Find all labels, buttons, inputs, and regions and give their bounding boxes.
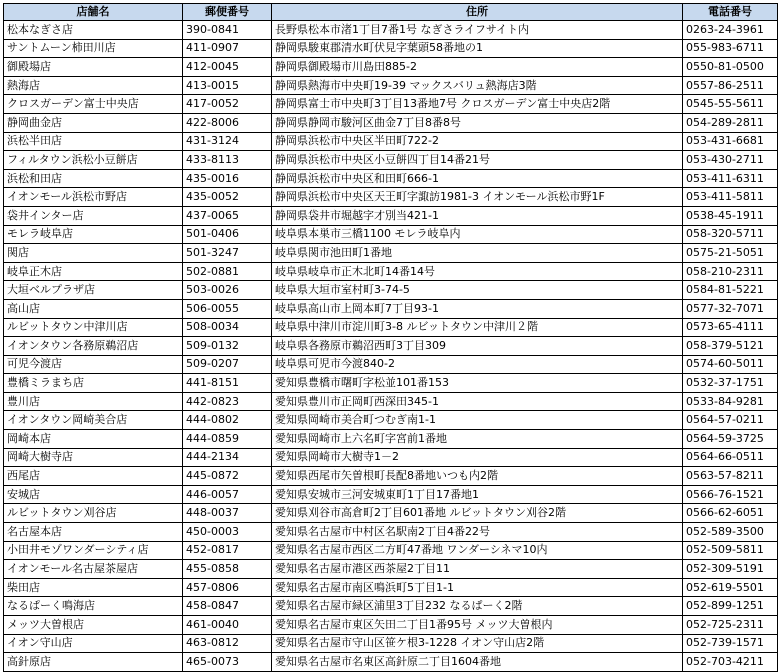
- table-body: [4, 21, 778, 672]
- store-name-cell: 熱海店: [4, 76, 183, 95]
- store-name-cell: 豊川店: [4, 392, 183, 411]
- store-name-cell: イオン守山店: [4, 634, 183, 653]
- postal-code-cell: 444-2134: [183, 448, 272, 467]
- address-cell: 愛知県名古屋市緑区浦里3丁目232 なるぱーく2階: [272, 597, 683, 616]
- store-name-cell: なるぱーく鳴海店: [4, 597, 183, 616]
- address-cell: 愛知県名古屋市守山区笹ケ根3-1228 イオン守山店2階: [272, 634, 683, 653]
- postal-code-cell: 437-0065: [183, 206, 272, 225]
- table-row: [4, 58, 778, 77]
- postal-code-cell: 455-0858: [183, 560, 272, 579]
- phone-cell: 0566-62-6051: [683, 504, 778, 523]
- phone-cell: 0550-81-0500: [683, 58, 778, 77]
- postal-code-cell: 444-0859: [183, 430, 272, 449]
- store-name-cell: 西尾店: [4, 467, 183, 486]
- store-name-cell: 可児今渡店: [4, 355, 183, 374]
- postal-code-cell: 442-0823: [183, 392, 272, 411]
- phone-cell: 052-589-3500: [683, 523, 778, 542]
- phone-cell: 053-431-6681: [683, 132, 778, 151]
- address-cell: 愛知県名古屋市東区矢田二丁目1番95号 メッツ大曽根内: [272, 616, 683, 635]
- phone-cell: 0574-60-5011: [683, 355, 778, 374]
- table-row: [4, 448, 778, 467]
- table-row: [4, 39, 778, 58]
- table-row: [4, 206, 778, 225]
- postal-code-cell: 433-8113: [183, 151, 272, 170]
- phone-cell: 053-411-5811: [683, 188, 778, 207]
- phone-cell: 053-411-6311: [683, 169, 778, 188]
- address-cell: 愛知県豊川市正岡町西深田345-1: [272, 392, 683, 411]
- table-row: [4, 355, 778, 374]
- address-cell: 岐阜県可児市今渡840-2: [272, 355, 683, 374]
- store-name-cell: 岐阜正木店: [4, 262, 183, 281]
- postal-code-cell: 446-0057: [183, 485, 272, 504]
- phone-cell: 0532-37-1751: [683, 374, 778, 393]
- postal-code-cell: 452-0817: [183, 541, 272, 560]
- address-cell: 愛知県岡崎市上六名町字宮前1番地: [272, 430, 683, 449]
- address-cell: 愛知県名古屋市港区西茶屋2丁目11: [272, 560, 683, 579]
- postal-code-cell: 502-0881: [183, 262, 272, 281]
- postal-code-cell: 503-0026: [183, 281, 272, 300]
- phone-cell: 0577-32-7071: [683, 299, 778, 318]
- phone-cell: 058-210-2311: [683, 262, 778, 281]
- phone-cell: 0573-65-4111: [683, 318, 778, 337]
- postal-code-cell: 448-0037: [183, 504, 272, 523]
- table-row: [4, 430, 778, 449]
- phone-cell: 052-703-4211: [683, 653, 778, 672]
- address-cell: 静岡県袋井市堀越字才別当421-1: [272, 206, 683, 225]
- table-row: [4, 76, 778, 95]
- table-row: [4, 188, 778, 207]
- address-cell: 愛知県豊橋市曙町字松並101番153: [272, 374, 683, 393]
- phone-cell: 058-320-5711: [683, 225, 778, 244]
- phone-cell: 052-509-5811: [683, 541, 778, 560]
- store-list-table: [3, 3, 778, 672]
- phone-cell: 052-619-5501: [683, 578, 778, 597]
- postal-code-cell: 465-0073: [183, 653, 272, 672]
- address-cell: 長野県松本市渚1丁目7番1号 なぎさライフサイト内: [272, 21, 683, 40]
- postal-code-cell: 417-0052: [183, 95, 272, 114]
- store-name-cell: 高針原店: [4, 653, 183, 672]
- store-name-cell: サントムーン柿田川店: [4, 39, 183, 58]
- phone-cell: 052-309-5191: [683, 560, 778, 579]
- store-name-cell: メッツ大曽根店: [4, 616, 183, 635]
- address-cell: 岐阜県各務原市鵜沼西町3丁目309: [272, 337, 683, 356]
- address-cell: 愛知県岡崎市美合町つむぎ南1-1: [272, 411, 683, 430]
- postal-code-cell: 508-0034: [183, 318, 272, 337]
- store-name-cell: ルビットタウン中津川店: [4, 318, 183, 337]
- postal-code-cell: 450-0003: [183, 523, 272, 542]
- address-cell: 静岡県富士市中央町3丁目13番地7号 クロスガーデン富士中央店2階: [272, 95, 683, 114]
- store-name-cell: フィルタウン浜松小豆餅店: [4, 151, 183, 170]
- store-name-cell: 安城店: [4, 485, 183, 504]
- phone-cell: 058-379-5121: [683, 337, 778, 356]
- store-name-cell: 袋井インター店: [4, 206, 183, 225]
- header-address: 住所: [272, 4, 683, 21]
- table-row: [4, 374, 778, 393]
- store-name-cell: 岡崎大樹寺店: [4, 448, 183, 467]
- address-cell: 愛知県刈谷市高倉町2丁目601番地 ルビットタウン刈谷2階: [272, 504, 683, 523]
- table-row: [4, 318, 778, 337]
- store-name-cell: 静岡曲金店: [4, 113, 183, 132]
- postal-code-cell: 435-0052: [183, 188, 272, 207]
- postal-code-cell: 431-3124: [183, 132, 272, 151]
- table-row: [4, 616, 778, 635]
- table-row: [4, 262, 778, 281]
- postal-code-cell: 390-0841: [183, 21, 272, 40]
- table-row: [4, 485, 778, 504]
- table-row: [4, 411, 778, 430]
- table-row: [4, 541, 778, 560]
- postal-code-cell: 422-8006: [183, 113, 272, 132]
- phone-cell: 0538-45-1911: [683, 206, 778, 225]
- header-store-name: 店舗名: [4, 4, 183, 21]
- header-row: [4, 4, 778, 21]
- phone-cell: 0263-24-3961: [683, 21, 778, 40]
- store-name-cell: 岡崎本店: [4, 430, 183, 449]
- phone-cell: 0557-86-2511: [683, 76, 778, 95]
- table-row: [4, 95, 778, 114]
- table-row: [4, 597, 778, 616]
- address-cell: 岐阜県大垣市室村町3-74-5: [272, 281, 683, 300]
- table-row: [4, 21, 778, 40]
- store-name-cell: 小田井モゾワンダーシティ店: [4, 541, 183, 560]
- postal-code-cell: 458-0847: [183, 597, 272, 616]
- phone-cell: 052-739-1571: [683, 634, 778, 653]
- table-row: [4, 225, 778, 244]
- store-name-cell: イオンモール名古屋茶屋店: [4, 560, 183, 579]
- table-row: [4, 653, 778, 672]
- store-name-cell: モレラ岐阜店: [4, 225, 183, 244]
- address-cell: 岐阜県関市池田町1番地: [272, 244, 683, 263]
- phone-cell: 0545-55-5611: [683, 95, 778, 114]
- address-cell: 愛知県名古屋市西区二方町47番地 ワンダーシネマ10内: [272, 541, 683, 560]
- header-phone: 電話番号: [683, 4, 778, 21]
- store-name-cell: 柴田店: [4, 578, 183, 597]
- table-row: [4, 578, 778, 597]
- table-row: [4, 560, 778, 579]
- phone-cell: 0564-59-3725: [683, 430, 778, 449]
- postal-code-cell: 501-0406: [183, 225, 272, 244]
- address-cell: 愛知県名古屋市南区鳴浜町5丁目1-1: [272, 578, 683, 597]
- table-row: [4, 337, 778, 356]
- phone-cell: 0533-84-9281: [683, 392, 778, 411]
- table-row: [4, 244, 778, 263]
- address-cell: 静岡県御殿場市川島田885-2: [272, 58, 683, 77]
- postal-code-cell: 461-0040: [183, 616, 272, 635]
- table-row: [4, 299, 778, 318]
- table-row: [4, 523, 778, 542]
- address-cell: 静岡県浜松市中央区天王町字諏訪1981-3 イオンモール浜松市野1F: [272, 188, 683, 207]
- table-row: [4, 634, 778, 653]
- postal-code-cell: 501-3247: [183, 244, 272, 263]
- address-cell: 愛知県安城市三河安城東町1丁目17番地1: [272, 485, 683, 504]
- address-cell: 愛知県名古屋市名東区高針原二丁目1604番地: [272, 653, 683, 672]
- phone-cell: 0575-21-5051: [683, 244, 778, 263]
- address-cell: 静岡県静岡市駿河区曲金7丁目8番8号: [272, 113, 683, 132]
- table-row: [4, 504, 778, 523]
- store-name-cell: 関店: [4, 244, 183, 263]
- address-cell: 静岡県熱海市中央町19-39 マックスバリュ熱海店3階: [272, 76, 683, 95]
- postal-code-cell: 506-0055: [183, 299, 272, 318]
- store-name-cell: 浜松半田店: [4, 132, 183, 151]
- address-cell: 愛知県岡崎市大樹寺1－2: [272, 448, 683, 467]
- postal-code-cell: 413-0015: [183, 76, 272, 95]
- postal-code-cell: 457-0806: [183, 578, 272, 597]
- store-name-cell: イオンタウン岡崎美合店: [4, 411, 183, 430]
- phone-cell: 0564-66-0511: [683, 448, 778, 467]
- address-cell: 岐阜県高山市上岡本町7丁目93-1: [272, 299, 683, 318]
- address-cell: 愛知県西尾市矢曽根町長配8番地いつも内2階: [272, 467, 683, 486]
- phone-cell: 052-725-2311: [683, 616, 778, 635]
- phone-cell: 054-289-2811: [683, 113, 778, 132]
- phone-cell: 0564-57-0211: [683, 411, 778, 430]
- address-cell: 静岡県浜松市中央区半田町722-2: [272, 132, 683, 151]
- header-postal-code: 郵便番号: [183, 4, 272, 21]
- postal-code-cell: 463-0812: [183, 634, 272, 653]
- table-row: [4, 467, 778, 486]
- postal-code-cell: 435-0016: [183, 169, 272, 188]
- store-name-cell: 浜松和田店: [4, 169, 183, 188]
- phone-cell: 0584-81-5221: [683, 281, 778, 300]
- table-row: [4, 132, 778, 151]
- store-name-cell: 高山店: [4, 299, 183, 318]
- table-row: [4, 169, 778, 188]
- phone-cell: 0566-76-1521: [683, 485, 778, 504]
- table-row: [4, 151, 778, 170]
- address-cell: 静岡県駿東郡清水町伏見字葉頭58番地の1: [272, 39, 683, 58]
- address-cell: 岐阜県本巣市三橋1100 モレラ岐阜内: [272, 225, 683, 244]
- postal-code-cell: 445-0872: [183, 467, 272, 486]
- table-row: [4, 281, 778, 300]
- postal-code-cell: 509-0207: [183, 355, 272, 374]
- store-name-cell: イオンタウン各務原鵜沼店: [4, 337, 183, 356]
- address-cell: 静岡県浜松市中央区和田町666-1: [272, 169, 683, 188]
- phone-cell: 055-983-6711: [683, 39, 778, 58]
- store-name-cell: クロスガーデン富士中央店: [4, 95, 183, 114]
- store-name-cell: 御殿場店: [4, 58, 183, 77]
- store-name-cell: 大垣ベルプラザ店: [4, 281, 183, 300]
- address-cell: 静岡県浜松市中央区小豆餅四丁目14番21号: [272, 151, 683, 170]
- table-row: [4, 113, 778, 132]
- phone-cell: 0563-57-8211: [683, 467, 778, 486]
- store-name-cell: イオンモール浜松市野店: [4, 188, 183, 207]
- postal-code-cell: 411-0907: [183, 39, 272, 58]
- table-header: [4, 4, 778, 21]
- phone-cell: 052-899-1251: [683, 597, 778, 616]
- store-name-cell: ルビットタウン刈谷店: [4, 504, 183, 523]
- postal-code-cell: 412-0045: [183, 58, 272, 77]
- postal-code-cell: 509-0132: [183, 337, 272, 356]
- table-row: [4, 392, 778, 411]
- address-cell: 岐阜県中津川市淀川町3-8 ルビットタウン中津川２階: [272, 318, 683, 337]
- store-name-cell: 松本なぎさ店: [4, 21, 183, 40]
- postal-code-cell: 444-0802: [183, 411, 272, 430]
- postal-code-cell: 441-8151: [183, 374, 272, 393]
- store-name-cell: 名古屋本店: [4, 523, 183, 542]
- address-cell: 愛知県名古屋市中村区名駅南2丁目4番22号: [272, 523, 683, 542]
- address-cell: 岐阜県岐阜市正木北町14番14号: [272, 262, 683, 281]
- store-name-cell: 豊橋ミラまち店: [4, 374, 183, 393]
- phone-cell: 053-430-2711: [683, 151, 778, 170]
